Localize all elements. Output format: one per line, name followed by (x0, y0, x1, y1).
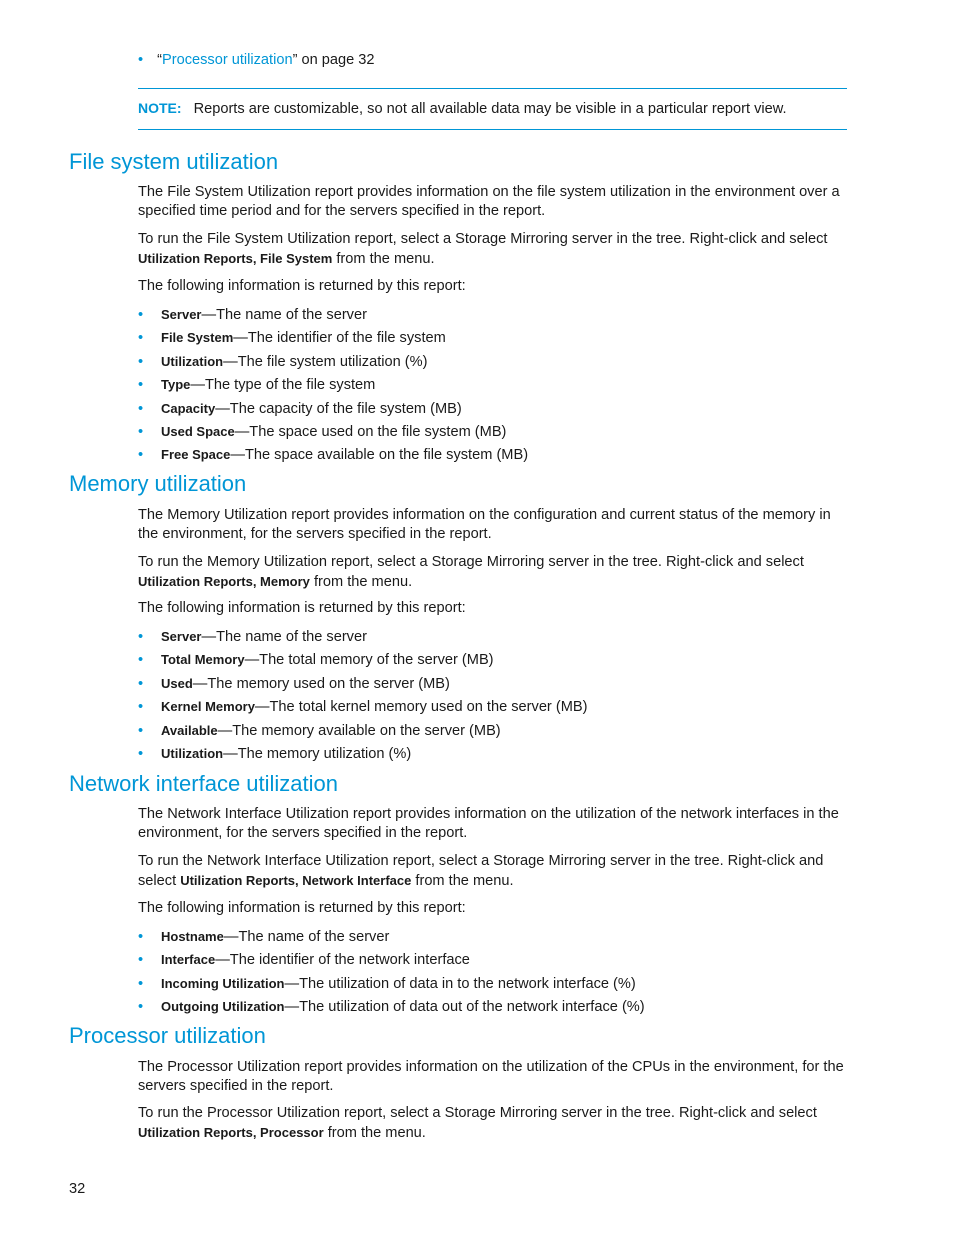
paragraph: The Network Interface Utilization report provides information on the utilization of the network interfaces in the environment, for the servers specified in the report. (138, 806, 839, 841)
paragraph: The File System Utilization report provides information on the file system utilization in the environment over a specified time period and for the servers specified in the report. (138, 184, 840, 219)
item-term: Kernel Memory (161, 699, 255, 715)
info-list (138, 925, 645, 1019)
list-item (138, 350, 528, 373)
list-item (138, 719, 587, 742)
list-item (138, 972, 645, 995)
item-description: —The capacity of the file system (MB) (215, 400, 462, 417)
item-description: —The utilization of data out of the network interface (%) (284, 999, 645, 1016)
paragraph: The following information is returned by this report: (138, 278, 466, 294)
bullet: • (138, 400, 144, 417)
list-item (138, 995, 645, 1018)
item-term: Available (161, 722, 218, 738)
item-term: Interface (161, 952, 216, 968)
bullet: • (138, 423, 144, 440)
item-term: Utilization (161, 353, 224, 369)
item-description: —The utilization of data in to the network interface (%) (284, 975, 636, 992)
item-term: Server (161, 629, 202, 644)
item-description: —The name of the server (223, 929, 390, 945)
item-description: —The space used on the file system (MB) (234, 423, 507, 440)
info-list (138, 625, 587, 765)
item-term: Free Space (161, 447, 231, 463)
section-title-file-system: File system utilization (69, 149, 279, 174)
list-item (138, 695, 587, 718)
section-title-processor: Processor utilization (69, 1023, 266, 1048)
item-term: Hostname (161, 929, 224, 944)
cross-reference-item: • “Processor utilization” on page 32 (138, 52, 375, 68)
item-term: Server (161, 307, 202, 322)
list-item (138, 648, 587, 671)
ui-menu-path: Utilization Reports, File System (138, 251, 333, 266)
note-text: Reports are customizable, so not all available data may be visible in a particular report view. (193, 101, 787, 117)
list-item (138, 925, 645, 948)
item-description: —The total kernel memory used on the server (MB) (254, 699, 588, 716)
item-term: Incoming Utilization (161, 975, 285, 991)
bullet: • (138, 675, 144, 692)
bullet: • (138, 929, 144, 945)
paragraph: The following information is returned by this report: (138, 900, 466, 916)
list-item (138, 672, 587, 695)
item-description: —The name of the server (201, 307, 367, 323)
paragraph: To run the Memory Utilization report, select a Storage Mirroring server in the tree. Right-click and select Utilization Reports, Memory from the menu. (138, 554, 804, 590)
list-item (138, 373, 528, 396)
item-term: Utilization (161, 745, 224, 761)
list-item (138, 326, 528, 349)
bullet: • (138, 652, 144, 669)
bullet: • (138, 999, 144, 1016)
list-item (138, 948, 645, 971)
item-description: —The memory utilization (%) (223, 745, 412, 762)
ui-menu-path: Utilization Reports, Processor (138, 1125, 324, 1140)
item-term: Total Memory (161, 652, 245, 668)
bullet: • (138, 975, 144, 992)
paragraph: The Processor Utilization report provides information on the utilization of the CPUs in the environment, for the servers specified in the report. (138, 1059, 844, 1094)
list-item (138, 625, 587, 648)
paragraph: The following information is returned by this report: (138, 600, 466, 616)
bullet: • (138, 52, 144, 68)
item-term: Outgoing Utilization (161, 999, 285, 1015)
list-item (138, 443, 528, 466)
item-term: File System (161, 330, 234, 346)
item-description: —The memory used on the server (MB) (192, 675, 450, 692)
section-title-memory: Memory utilization (69, 471, 247, 496)
bullet: • (138, 447, 144, 464)
list-item (138, 303, 528, 326)
ui-menu-path: Utilization Reports, Network Interface (180, 873, 412, 888)
bullet: • (138, 629, 144, 645)
item-description: —The memory available on the server (MB) (217, 722, 501, 739)
item-description: —The identifier of the file system (233, 330, 446, 347)
processor-utilization-link[interactable]: Processor utilization (161, 52, 293, 68)
note-label: NOTE: (138, 100, 182, 116)
item-term: Capacity (161, 400, 216, 416)
note-box (138, 88, 847, 130)
paragraph: To run the Processor Utilization report, select a Storage Mirroring server in the tree. Right-click and select Utilization Reports, Processor from the menu. (138, 1105, 817, 1141)
item-description: —The type of the file system (190, 377, 376, 394)
bullet: • (138, 952, 144, 969)
item-description: —The file system utilization (%) (223, 353, 428, 370)
section-title-network: Network interface utilization (69, 771, 339, 796)
page-number: 32 (69, 1181, 86, 1197)
bullet: • (138, 353, 144, 370)
item-term: Used Space (161, 423, 235, 439)
item-term: Type (161, 377, 191, 393)
item-term: Used (161, 675, 193, 691)
ui-menu-path: Utilization Reports, Memory (138, 574, 310, 589)
item-description: —The space available on the file system (MB) (230, 447, 529, 464)
item-description: —The total memory of the server (MB) (244, 652, 494, 669)
paragraph: To run the Network Interface Utilization report, select a Storage Mirroring server in the tree. Right-click and select Utilization Reports, Network Interface from the menu. (138, 853, 824, 889)
paragraph: The Memory Utilization report provides information on the configuration and current status of the memory in the environment, for the servers specified in the report. (138, 507, 831, 542)
list-item (138, 397, 528, 420)
list-item (138, 742, 587, 765)
bullet: • (138, 330, 144, 347)
bullet: • (138, 377, 144, 394)
bullet: • (138, 722, 144, 739)
info-list (138, 303, 528, 467)
paragraph: To run the File System Utilization report, select a Storage Mirroring server in the tree. Right-click and select Utilization Reports, File System from the menu. (138, 231, 828, 267)
item-description: —The identifier of the network interface (215, 952, 470, 969)
bullet: • (138, 307, 144, 323)
list-item (138, 420, 528, 443)
bullet: • (138, 745, 144, 762)
bullet: • (138, 699, 144, 716)
item-description: —The name of the server (201, 629, 367, 645)
